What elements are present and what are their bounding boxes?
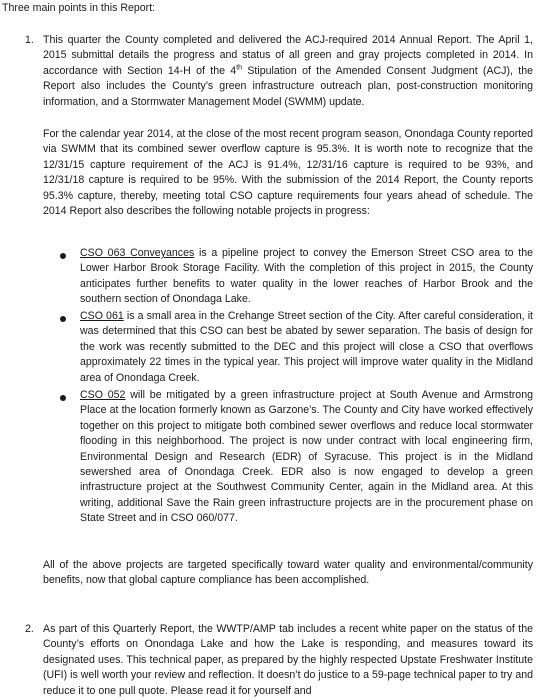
point1-paragraph-annual-report-text1: This quarter the County completed and delivered the ACJ-required 2014 Annual Report. The April 1, 2015 submittal details the progress and status of all green and gray projects completed in 2014. In accordance with Section 14-H of the 4	[43, 34, 533, 77]
bullet-item-cso-063	[80, 246, 533, 308]
list-number-1: 1.	[25, 34, 34, 46]
list-number-2: 2.	[25, 623, 34, 635]
ordinal-superscript: th	[236, 64, 243, 72]
bullet-text-cso-063: is a pipeline project to convey the Emerson Street CSO area to the Lower Harbor Brook Storage Facility. With the completion of this project in 2015, the County anticipates further benefits to water quality in the lower reaches of Harbor Brook and the southern section of Onondaga Lake.	[80, 247, 533, 306]
bullet-item-cso-061	[80, 309, 533, 386]
point1-paragraph-annual-report-text2: Stipulation of the Amended Consent Judgment (ACJ), the Report also includes the County’s green infrastructure outreach plan, post-construction monitoring information, and a Stormwater Management Model (SWMM) update.	[43, 64, 533, 108]
bullet-item-cso-052	[80, 388, 533, 527]
point1-paragraph-capture: For the calendar year 2014, at the close of the most recent program season, Onondaga County reported via SWMM that its combined sewer overflow capture is 95.3%. It is worth note to recognize that the 12/31/15 capture requirement of the ACJ is 91.4%, 12/31/16 capture is required to be 93%, and 12/31/18 capture is required to be 95%. With the submission of the 2014 Report, the County reports 95.3% capture, thereby, meeting total CSO capture requirements four years ahead of schedule. The 2014 Report also describes the following notable projects in progress:	[43, 128, 533, 218]
bullet-dot-3	[60, 395, 66, 401]
bullet-dot-2	[60, 316, 66, 322]
point2-paragraph-white-paper: As part of this Quarterly Report, the WWTP/AMP tab includes a recent white paper on the status of the County’s efforts on Onondaga Lake and how the Lake is responding, and measures toward its designated uses. This technical paper, as prepared by the highly respected Upstate Freshwater Institute (UFI) is well worth your review and reflection. It doesn’t do justice to a 59-page technical paper to try and reduce it to one pull quote. Please read it for yourself and	[43, 623, 533, 697]
bullet-title-cso-063: CSO 063 Conveyances	[80, 247, 195, 259]
bullet-dot-1	[60, 253, 66, 259]
bullet-title-cso-061: CSO 061	[80, 310, 124, 322]
bullet-text-cso-052: will be mitigated by a green infrastructure project at South Avenue and Armstrong Place at the location formerly known as Garzone’s. The County and City have worked effectively together on this project to mitigate both combined sewer overflows and reduce local stormwater flooding in this neighborhood. The project is now under contract with local engineering firm, Environmental Design and Research (EDR) of Syracuse. This project is in the Midland sewershed area of Onondaga Creek. EDR also is now engaged to develop a green infrastructure project at the Southwest Community Center, again in the Midland area. At this writing, additional Save the Rain green infrastructure projects are in the procurement phase on State Street and in CSO 060/077.	[80, 389, 533, 525]
bullet-title-cso-052: CSO 052	[80, 389, 126, 401]
bullet-text-cso-061: is a small area in the Crehange Street section of the City. After careful consideration, it was determined that this CSO can best be abated by sewer separation. The basis of design for the work was recently submitted to the DEC and this project will close a CSO that overflows approximately 22 times in the typical year. This project will improve water quality in the Midland area of Onondaga Creek.	[80, 310, 533, 384]
point1-paragraph-summary: All of the above projects are targeted specifically toward water quality and environmental/community benefits, now that global capture compliance has been accomplished.	[43, 559, 533, 587]
section-heading: Three main points in this Report:	[2, 2, 156, 14]
point1-paragraph-annual-report	[43, 33, 533, 110]
